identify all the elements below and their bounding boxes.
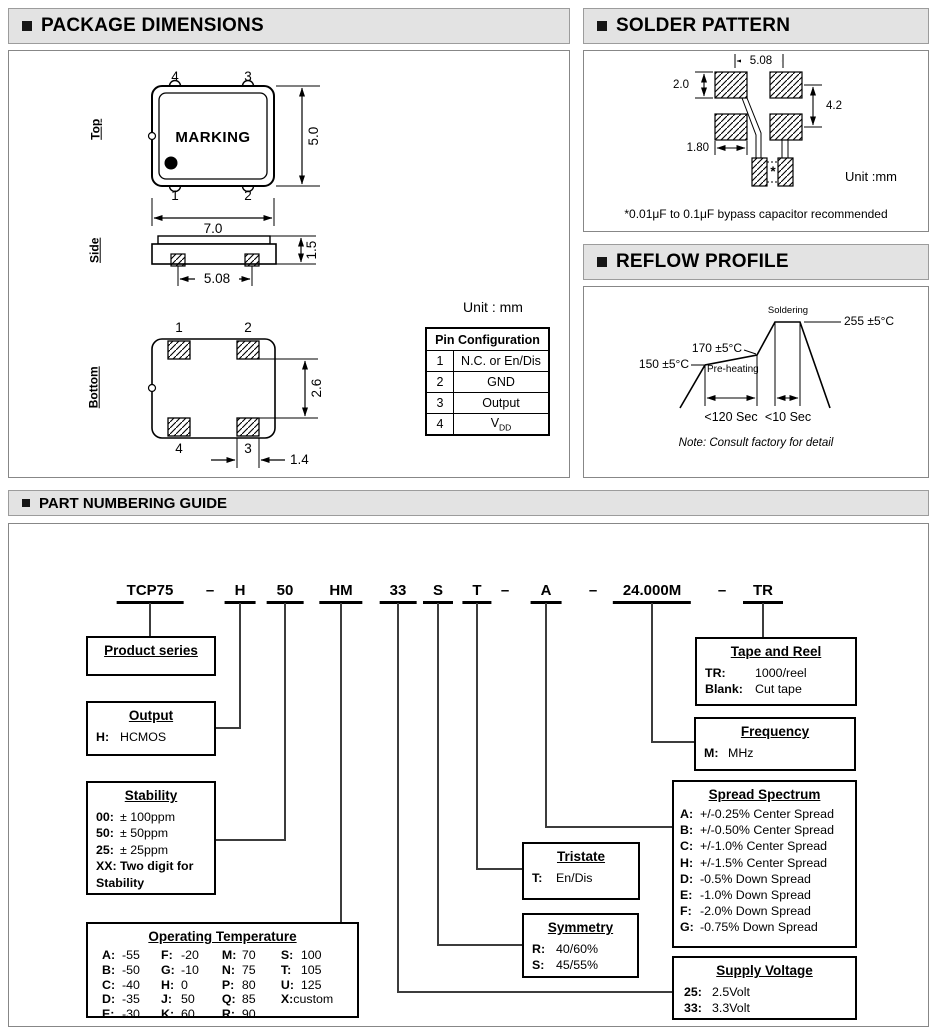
op-temp-col-3: [222, 948, 281, 1022]
box-title: Frequency: [740, 724, 810, 739]
pin-configuration-table: [425, 327, 550, 436]
pin-number: 3: [244, 69, 252, 84]
connector-line: [239, 603, 241, 729]
ramp-temp-label: 170 ±5°C: [691, 341, 742, 355]
pin-config-header: Pin Configuration: [426, 328, 549, 351]
connector-line: [651, 603, 653, 743]
dim-1.4-label: 1.4: [290, 452, 309, 467]
function-cell: N.C. or En/Dis: [454, 351, 550, 372]
capacitor-pad: [752, 158, 767, 186]
option-item-wrap: Stability: [96, 875, 145, 890]
part-numbering-panel: [8, 490, 929, 1027]
table-header-row: [426, 328, 549, 351]
unit-label: Unit : mm: [463, 299, 523, 315]
connector-line: [340, 603, 342, 922]
option-item: T: 105: [280, 962, 322, 977]
code-segment-frequency: 24.000M: [613, 582, 691, 604]
option-item: R: 90: [221, 1007, 256, 1022]
option-item: B: -50: [102, 962, 140, 977]
solder-pattern-title: SOLDER PATTERN: [616, 15, 791, 36]
option-item: T: En/Dis: [532, 871, 593, 885]
connector-line: [762, 603, 764, 637]
capacitor-pad: [778, 158, 793, 186]
code-segment-spread: A: [531, 582, 562, 604]
option-item: M: 70: [221, 948, 256, 962]
option-item: J: 50: [161, 992, 195, 1007]
marking-label: MARKING: [175, 129, 251, 146]
reflow-profile-panel: [583, 244, 929, 478]
option-item: XX: Two digit for: [96, 859, 194, 874]
code-dash: –: [205, 582, 215, 599]
option-item: A: -55: [102, 948, 140, 962]
op-temp-columns: [88, 948, 357, 1022]
pin-number: 3: [244, 441, 252, 456]
soldering-label: Soldering: [767, 305, 809, 316]
vdd-symbol: V: [490, 415, 500, 430]
vdd-subscript: DD: [499, 422, 512, 433]
connector-line: [437, 603, 439, 946]
function-cell: GND: [454, 372, 550, 393]
solder-pad: [770, 114, 802, 140]
option-item: TR: 1000/reel: [705, 666, 807, 680]
tristate-box: [522, 842, 640, 900]
option-item: Q: 85: [221, 992, 256, 1007]
operating-temperature-box: [86, 922, 359, 1022]
dim-5.0-label: 5.0: [305, 126, 321, 146]
bottom-pad-2: [237, 341, 259, 359]
dim-7.0-label: 7.0: [203, 221, 223, 236]
code-segment-tristate: T: [462, 582, 491, 604]
option-item: 25: 2.5Volt: [684, 985, 750, 999]
connector-line: [651, 741, 696, 743]
box-title: Tristate: [556, 849, 606, 864]
function-cell: Output: [454, 393, 550, 414]
supply-voltage-box: [672, 956, 857, 1020]
pin-number: 1: [171, 188, 179, 203]
connector-line: [216, 727, 241, 729]
box-title: Supply Voltage: [716, 963, 813, 978]
table-row: [426, 351, 549, 372]
top-view-label: Top: [88, 118, 103, 140]
option-item: B: +/-0.50% Center Spread: [680, 823, 834, 838]
pin-number: 2: [244, 188, 252, 203]
option-item: Blank: Cut tape: [705, 682, 802, 697]
box-title: Output: [128, 708, 174, 723]
connector-line: [397, 603, 399, 993]
code-dash: –: [500, 582, 510, 599]
connector-line: [437, 944, 524, 946]
bottom-pad-3: [237, 418, 259, 436]
box-title: Product series: [104, 643, 198, 658]
option-item: S: 100: [280, 948, 322, 962]
option-item: E: -30: [102, 1007, 140, 1022]
option-item: C: +/-1.0% Center Spread: [680, 839, 828, 854]
side-pad: [245, 254, 259, 266]
pin-cell: 1: [426, 351, 454, 372]
solder-pad: [715, 72, 747, 98]
part-numbering-title: PART NUMBERING GUIDE: [39, 494, 228, 512]
spread-spectrum-box: [672, 780, 857, 948]
bottom-pad-1: [168, 341, 190, 359]
side-notch: [149, 133, 156, 140]
code-segment-output: H: [225, 582, 256, 604]
solder-pattern-drawing: [583, 8, 929, 232]
connector-line: [397, 991, 674, 993]
solder-time-label: <10 Sec: [764, 410, 812, 424]
section-bullet-icon: [22, 499, 30, 507]
dim-1.80-label: 1.80: [686, 142, 709, 154]
dim-5.08-label: 5.08: [741, 55, 781, 67]
option-item: H: HCMOS: [96, 730, 167, 744]
reflow-profile-title: REFLOW PROFILE: [616, 251, 789, 272]
option-item: N: 75: [221, 962, 256, 977]
package-dimensions-panel: [8, 8, 570, 478]
bypass-cap-star: *: [770, 164, 776, 179]
pin-cell: 4: [426, 414, 454, 436]
option-item: E: -1.0% Down Spread: [680, 888, 811, 903]
option-item: S: 45/55%: [532, 958, 599, 973]
symmetry-box: [522, 913, 639, 978]
op-temp-col-4: [281, 948, 357, 1022]
option-item: U: 125: [280, 977, 322, 992]
pin-number: 2: [244, 320, 252, 335]
output-box: [86, 701, 216, 756]
package-dimensions-title: PACKAGE DIMENSIONS: [41, 15, 264, 36]
table-row: [426, 414, 549, 436]
tape-and-reel-box: [695, 637, 857, 706]
option-item: G: -10: [161, 962, 199, 977]
trace-lines: [782, 140, 788, 158]
box-title: Tape and Reel: [730, 644, 822, 659]
reflow-note: Note: Consult factory for detail: [678, 437, 834, 449]
option-item: 50: ± 50ppm: [96, 826, 169, 841]
side-view-label: Side: [87, 237, 102, 263]
option-item: 25: ± 25ppm: [96, 842, 169, 857]
frequency-box: [694, 717, 856, 771]
pin-number: 1: [175, 320, 183, 335]
code-segment-supply: 33: [380, 582, 417, 604]
peak-temp-label: 255 ±5°C: [844, 314, 895, 328]
box-title: Spread Spectrum: [708, 787, 821, 802]
table-row: [426, 393, 549, 414]
option-item: C: -40: [102, 977, 140, 992]
code-segment-optemp: HM: [319, 582, 362, 604]
option-item: A: +/-0.25% Center Spread: [680, 807, 834, 821]
solder-pad: [770, 72, 802, 98]
side-pad: [171, 254, 185, 266]
part-numbering-header: [8, 490, 929, 516]
option-item: K: 60: [161, 1007, 195, 1022]
option-item: 00: ± 100ppm: [96, 810, 176, 824]
pin-cell: 3: [426, 393, 454, 414]
bottom-pad-4: [168, 418, 190, 436]
code-segment-stability: 50: [267, 582, 304, 604]
code-dash: –: [717, 582, 727, 599]
dim-5.08-label: 5.08: [195, 272, 239, 286]
dim-2.6-label: 2.6: [308, 378, 324, 398]
preheat-time-label: <120 Sec: [704, 410, 758, 424]
preheat-temp-label: 150 ±5°C: [638, 357, 689, 371]
option-item: M: MHz: [704, 746, 754, 760]
connector-line: [545, 826, 674, 828]
stability-box: [86, 781, 216, 895]
code-segment-symmetry: S: [423, 582, 453, 604]
function-cell: [454, 414, 550, 436]
preheating-label: Pre-heating: [707, 364, 759, 375]
dim-1.5-label: 1.5: [303, 240, 319, 260]
table-row: [426, 372, 549, 393]
bypass-cap-note: *0.01μF to 0.1μF bypass capacitor recommended: [624, 207, 888, 221]
box-title: Symmetry: [547, 920, 614, 935]
pin-cell: 2: [426, 372, 454, 393]
product-series-box: [86, 636, 216, 676]
option-item: R: 40/60%: [532, 942, 599, 956]
connector-line: [149, 603, 151, 636]
option-item: F: -20: [161, 948, 199, 962]
dim-4.2-label: 4.2: [826, 100, 842, 112]
option-item: X:custom: [280, 992, 334, 1007]
option-item: P: 80: [221, 977, 256, 992]
option-item: H: 0: [161, 977, 188, 992]
bottom-view-label: Bottom: [86, 366, 101, 409]
dim-2.0-label: 2.0: [673, 79, 689, 91]
side-lid: [158, 236, 270, 244]
box-title: Operating Temperature: [148, 929, 297, 944]
pin1-dot: [165, 157, 178, 170]
top-view-drawing: [149, 81, 321, 227]
pin-number: 4: [171, 69, 179, 84]
option-item: H: +/-1.5% Center Spread: [680, 855, 828, 870]
connector-line: [216, 839, 286, 841]
option-item: G: -0.75% Down Spread: [680, 920, 818, 935]
connector-line: [284, 603, 286, 841]
connector-line: [545, 603, 547, 828]
option-item: 33: 3.3Volt: [684, 1001, 750, 1016]
solder-pattern-panel: [583, 8, 929, 232]
unit-label: Unit :mm: [845, 169, 897, 184]
connector-line: [476, 868, 524, 870]
op-temp-col-2: [161, 948, 222, 1022]
option-item: D: -35: [102, 992, 140, 1007]
code-dash: –: [588, 582, 598, 599]
code-segment-product: TCP75: [117, 582, 184, 604]
op-temp-col-1: [102, 948, 161, 1022]
code-segment-tapereel: TR: [743, 582, 783, 604]
solder-pad: [715, 114, 747, 140]
option-item: D: -0.5% Down Spread: [680, 871, 811, 886]
connector-line: [476, 603, 478, 870]
box-title: Stability: [124, 788, 178, 803]
pin-number: 4: [175, 441, 183, 456]
option-item: F: -2.0% Down Spread: [680, 904, 811, 919]
side-notch: [149, 385, 156, 392]
